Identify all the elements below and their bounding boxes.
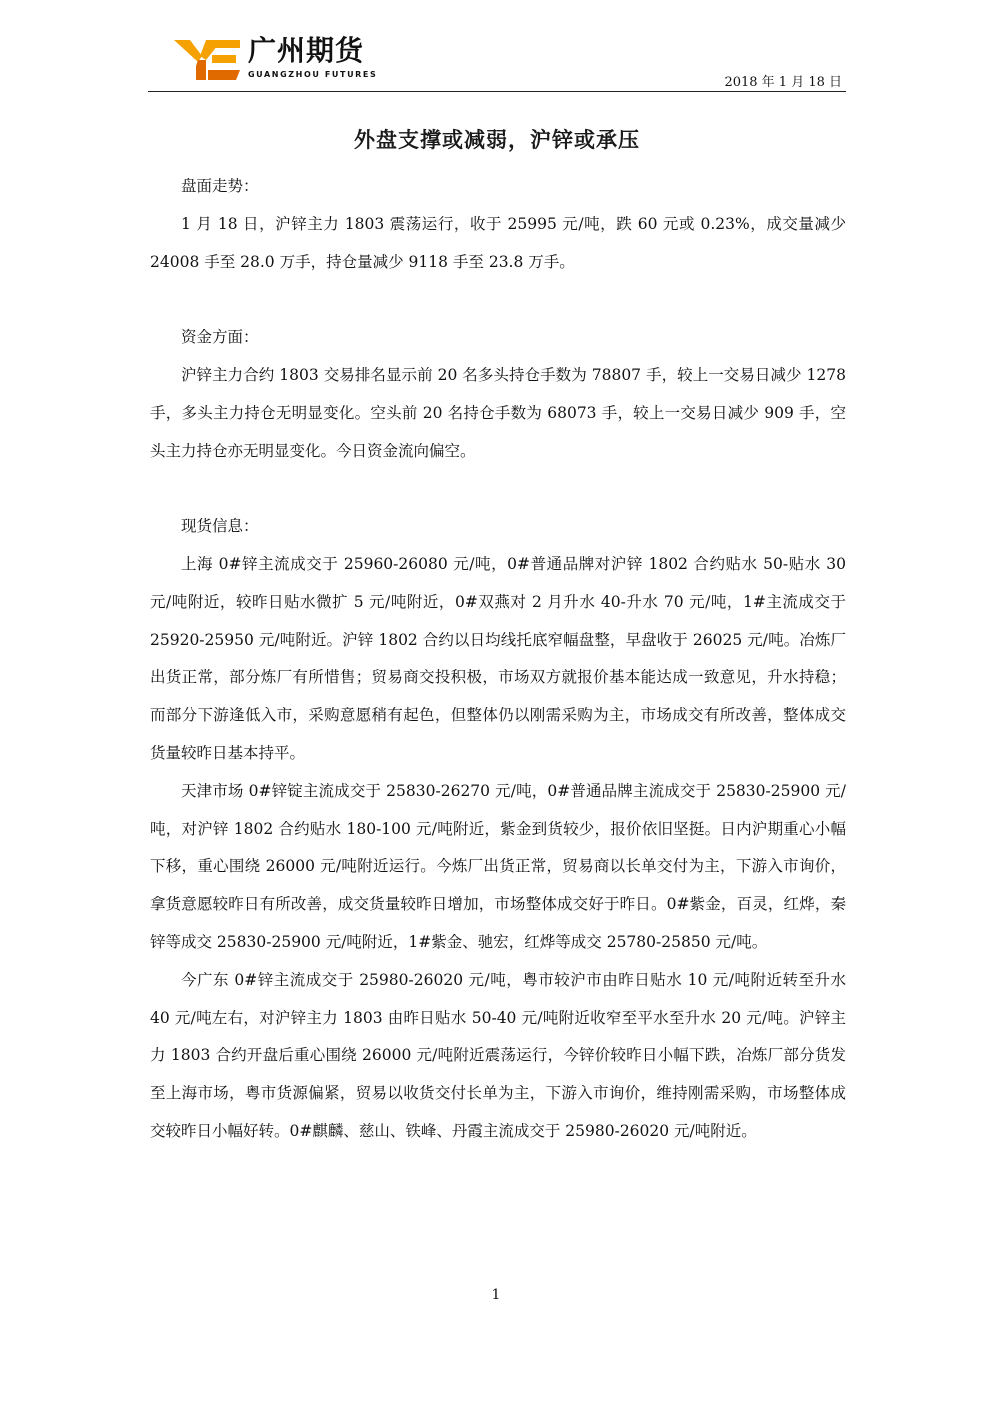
report-date: 2018 年 1 月 18 日 [724, 75, 842, 90]
paragraph-spot-tianjin: 天津市场 0#锌锭主流成交于 25830-26270 元/吨，0#普通品牌主流成交于 25830-25900 元/吨，对沪锌 1802 合约贴水 180-100 元/吨附近，紫金到货较少，报价依旧坚挺。日内沪期重心小幅下移，重心围绕 26000 元/吨附近运行。今炼厂出货正常，贸易商以长单交付为主，下游入市询价，拿货意愿较昨日有所改善，成交货量较昨日增加，市场整体成交好于昨日。0#紫金，百灵，红烨，秦锌等成交 25830-25900 元/吨附近，1#紫金、驰宏，红烨等成交 25780-25850 元/吨。 [150, 781, 846, 951]
document-body [150, 168, 846, 1151]
header-divider [148, 91, 846, 92]
section-label-funds: 资金方面： [181, 328, 259, 347]
section-label-spot: 现货信息： [181, 517, 259, 536]
section-label-market: 盘面走势： [181, 177, 259, 195]
paragraph-market: 1 月 18 日，沪锌主力 1803 震荡运行，收于 25995 元/吨，跌 60 元或 0.23%，成交量减少 24008 手至 28.0 万手，持仓量减少 9118 手至 23.8 万手。 [150, 214, 846, 271]
guangzhou-futures-logo-icon [172, 36, 242, 82]
page-number: 1 [491, 1287, 501, 1303]
section-spacer [150, 281, 846, 319]
section-spacer [150, 470, 846, 508]
document-title: 外盘支撑或减弱，沪锌或承压 [354, 127, 640, 152]
paragraph-funds: 沪锌主力合约 1803 交易排名显示前 20 名多头持仓手数为 78807 手，较上一交易日减少 1278 手，多头主力持仓无明显变化。空头前 20 名持仓手数为 68073 手，较上一交易日减少 909 手，空头主力持仓亦无明显变化。今日资金流向偏空。 [150, 365, 846, 460]
paragraph-spot-guangdong: 今广东 0#锌主流成交于 25980-26020 元/吨，粤市较沪市由昨日贴水 10 元/吨附近转至升水 40 元/吨左右，对沪锌主力 1803 由昨日贴水 50-40 元/吨附近收窄至平水至升水 20 元/吨。沪锌主力 1803 合约开盘后重心围绕 26000 元/吨附近震荡运行，今锌价较昨日小幅下跌，冶炼厂部分货发至上海市场，粤市货源偏紧，贸易以收货交付长单为主，下游入市询价，维持刚需采购，市场整体成交较昨日小幅好转。0#麒麟、慈山、铁峰、丹霞主流成交于 25980-26020 元/吨附近。 [150, 970, 846, 1140]
brand-name-en: GUANGZHOU FUTURES [248, 70, 378, 79]
paragraph-spot-shanghai: 上海 0#锌主流成交于 25960-26080 元/吨，0#普通品牌对沪锌 1802 合约贴水 50-贴水 30 元/吨附近，较昨日贴水微扩 5 元/吨附近，0#双燕对 2 月升水 40-升水 70 元/吨，1#主流成交于 25920-25950 元/吨附近。沪锌 1802 合约以日均线托底窄幅盘整，早盘收于 26025 元/吨。冶炼厂出货正常，部分炼厂有所惜售；贸易商交投积极，市场双方就报价基本能达成一致意见，升水持稳；而部分下游逢低入市，采购意愿稍有起色，但整体仍以刚需采购为主，市场成交有所改善，整体成交货量较昨日基本持平。 [150, 554, 846, 762]
brand-name-cn: 广州期货 [248, 34, 365, 67]
page-header [148, 30, 846, 92]
